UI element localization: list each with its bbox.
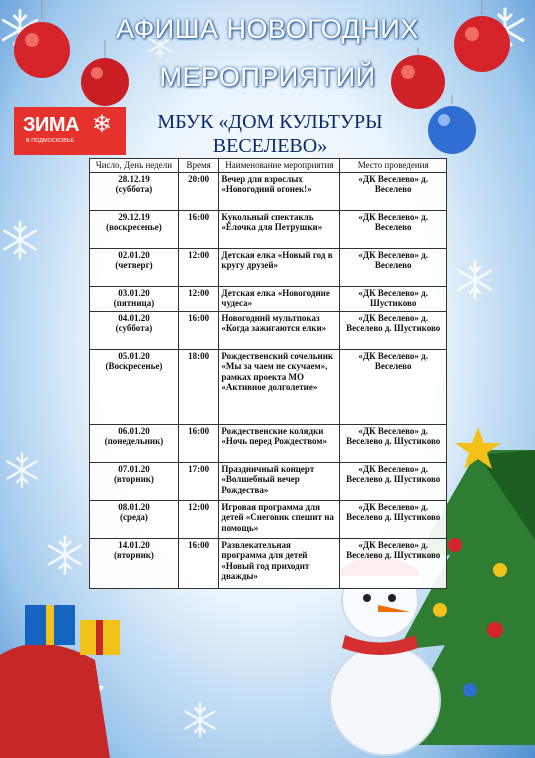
snowflake-icon <box>4 222 35 258</box>
event-name: Вечер для взрослых «Новогодний огонек!» <box>219 172 340 210</box>
christmas-ball-icon <box>428 95 476 154</box>
event-date-cell <box>90 500 179 538</box>
table-row <box>90 538 447 588</box>
event-weekday: (суббота) <box>115 184 153 194</box>
page-title-line1: АФИША НОВОГОДНИХ <box>116 14 419 44</box>
table-row <box>90 286 447 311</box>
event-place: «ДК Веселево» д. Веселево <box>340 349 447 424</box>
event-name: Новогодний мультпоказ «Когда зажигаются елки» <box>219 311 340 349</box>
event-weekday: (воскресенье) <box>106 222 162 232</box>
event-place: «ДК Веселево» д. Веселево <box>340 210 447 248</box>
event-name: Рождественский сочельник «Мы за чаем не скучаем», рамках проекта МО «Активное долголетие» <box>219 349 340 424</box>
table-row <box>90 462 447 500</box>
event-date-cell <box>90 210 179 248</box>
event-name: Праздничный концерт «Волшебный вечер Рождества» <box>219 462 340 500</box>
event-weekday: (суббота) <box>115 323 153 333</box>
event-date: 28.12.19 <box>118 173 150 184</box>
event-time: 20:00 <box>178 172 219 210</box>
snowflake-icon <box>186 703 215 737</box>
event-date-cell <box>90 462 179 500</box>
event-time: 12:00 <box>178 286 219 311</box>
event-date-cell <box>90 172 179 210</box>
table-row <box>90 248 447 286</box>
event-time: 16:00 <box>178 311 219 349</box>
table-row <box>90 349 447 424</box>
table-row <box>90 424 447 462</box>
event-date: 07.01.20 <box>118 463 150 474</box>
snowflake-icon <box>459 262 490 298</box>
event-date-cell <box>90 248 179 286</box>
event-place: «ДК Веселево» д. Веселево д. Шустиково <box>340 462 447 500</box>
event-time: 17:00 <box>178 462 219 500</box>
event-weekday: (четверг) <box>115 260 153 270</box>
snowflake-icon <box>8 453 37 487</box>
column-header-time: Время <box>178 159 219 173</box>
event-weekday: (пятница) <box>113 298 155 308</box>
table-row <box>90 500 447 538</box>
event-place: «ДК Веселево» д. Веселево д. Шустиково <box>340 538 447 588</box>
event-date: 14.01.20 <box>118 539 150 550</box>
organization-name: МБУК «ДОМ КУЛЬТУРЫ ВЕСЕЛЕВО» <box>157 111 383 157</box>
event-date-cell <box>90 286 179 311</box>
logo-word: ЗИМА <box>23 114 80 136</box>
logo-subtitle: В ПОДМОСКОВЬЕ <box>26 138 75 144</box>
event-time: 12:00 <box>178 500 219 538</box>
event-name: Игровая программа для детей «Снеговик спешит на помощь» <box>219 500 340 538</box>
table-row <box>90 311 447 349</box>
event-date: 04.01.20 <box>118 312 150 323</box>
event-date-cell <box>90 538 179 588</box>
event-weekday: (понедельник) <box>104 436 164 446</box>
event-weekday: (Воскресенье) <box>105 361 163 371</box>
event-date: 02.01.20 <box>118 249 150 260</box>
events-table <box>89 158 447 589</box>
column-header-date: Число, День недели <box>90 159 179 173</box>
table-row <box>90 210 447 248</box>
event-place: «ДК Веселево» д. Шустиково <box>340 286 447 311</box>
event-weekday: (среда) <box>119 512 148 522</box>
event-name: Кукольный спектакль «Ёлочка для Петрушки» <box>219 210 340 248</box>
gift-icon <box>0 605 120 758</box>
event-date: 05.01.20 <box>118 350 150 361</box>
column-header-name: Наименование мероприятия <box>219 159 340 173</box>
page-title-line2: МЕРОПРИЯТИЙ <box>159 62 376 92</box>
logo <box>14 107 126 155</box>
event-place: «ДК Веселево» д. Веселево <box>340 248 447 286</box>
snowflake-heart-icon: ❄ <box>92 111 113 138</box>
event-time: 12:00 <box>178 248 219 286</box>
event-place: «ДК Веселево» д. Веселево д. Шустиково <box>340 424 447 462</box>
event-time: 16:00 <box>178 538 219 588</box>
event-place: «ДК Веселево» д. Веселево <box>340 172 447 210</box>
event-weekday: (вторник) <box>113 474 154 484</box>
column-header-place: Место проведения <box>340 159 447 173</box>
snowflake-icon <box>49 537 80 573</box>
event-time: 18:00 <box>178 349 219 424</box>
event-time: 16:00 <box>178 210 219 248</box>
event-name: Рождественские колядки «Ночь перед Рождеством» <box>219 424 340 462</box>
event-date: 06.01.20 <box>118 425 150 436</box>
event-date-cell <box>90 349 179 424</box>
event-place: «ДК Веселево» д. Веселево д. Шустиково <box>340 500 447 538</box>
table-row <box>90 172 447 210</box>
event-date: 29.12.19 <box>118 211 150 222</box>
table-header-row <box>90 159 447 173</box>
event-weekday: (вторник) <box>113 550 154 560</box>
event-name: Детская елка «Новый год в кругу друзей» <box>219 248 340 286</box>
event-name: Детская елка «Новогодние чудеса» <box>219 286 340 311</box>
event-time: 16:00 <box>178 424 219 462</box>
event-date-cell <box>90 424 179 462</box>
event-name: Развлекательная программа для детей «Новый год приходит дважды» <box>219 538 340 588</box>
event-place: «ДК Веселево» д. Веселево д. Шустиково <box>340 311 447 349</box>
event-date-cell <box>90 311 179 349</box>
event-date: 03.01.20 <box>118 287 150 298</box>
event-date: 08.01.20 <box>118 501 150 512</box>
